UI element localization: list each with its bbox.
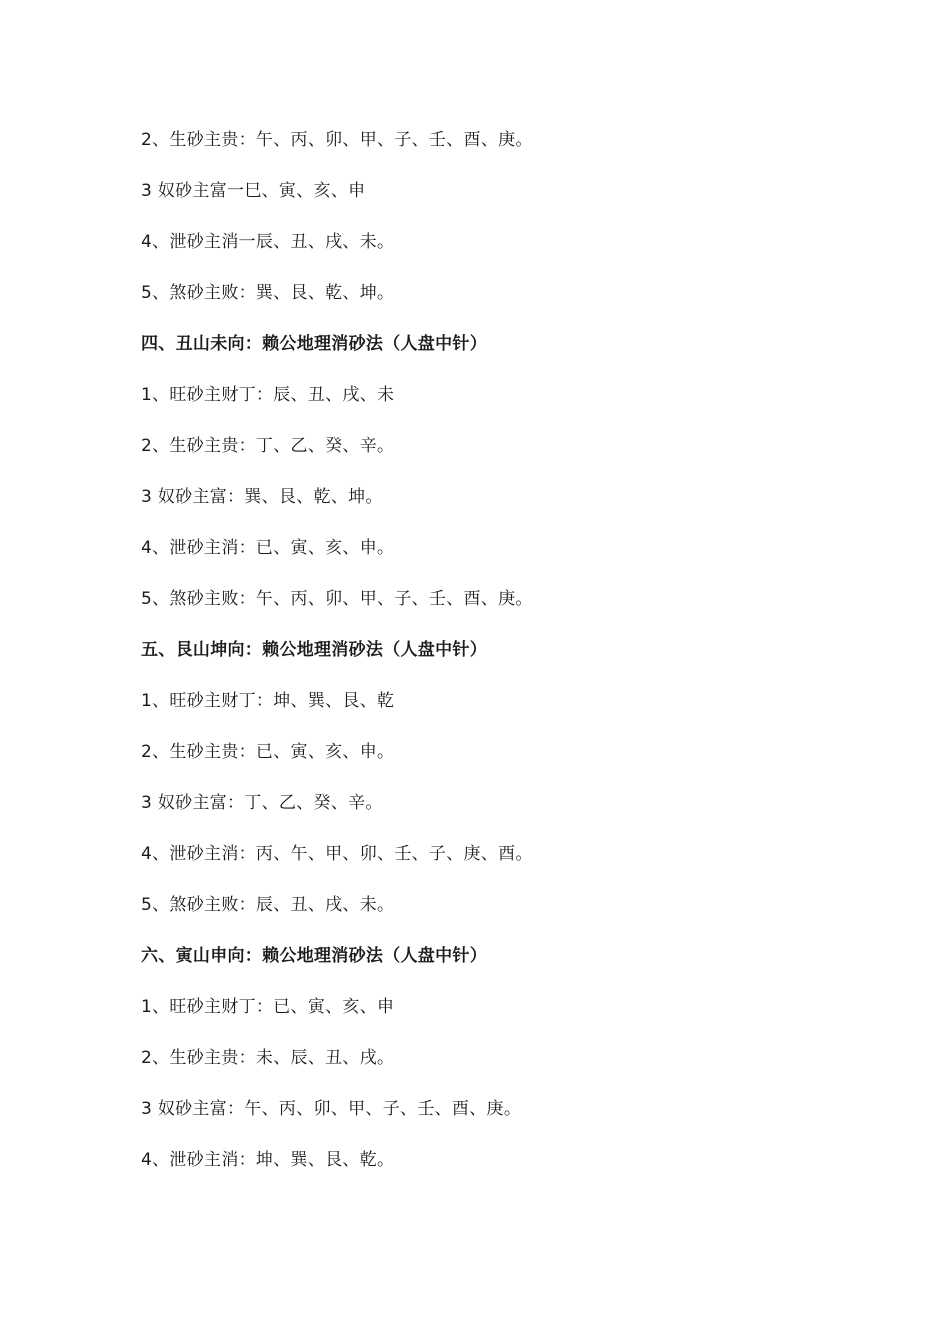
text-line: 3 奴砂主富一巳、寅、亥、申 (141, 181, 366, 201)
text-line: 2、生砂主贵：已、寅、亥、申。 (141, 742, 395, 762)
text-line: 3 奴砂主富：丁、乙、癸、辛。 (141, 793, 383, 813)
text-line: 3 奴砂主富：巽、艮、乾、坤。 (141, 487, 383, 507)
section-heading: 四、丑山未向：赖公地理消砂法（人盘中针） (141, 334, 487, 354)
text-line: 5、煞砂主败：辰、丑、戌、未。 (141, 895, 395, 915)
text-line: 3 奴砂主富：午、丙、卯、甲、子、壬、酉、庚。 (141, 1099, 522, 1119)
text-line: 4、泄砂主消：坤、巽、艮、乾。 (141, 1150, 395, 1170)
text-line: 4、泄砂主消：丙、午、甲、卯、壬、子、庚、酉。 (141, 844, 533, 864)
text-line: 2、生砂主贵：丁、乙、癸、辛。 (141, 436, 395, 456)
text-line: 1、旺砂主财丁：已、寅、亥、申 (141, 997, 395, 1017)
text-line: 2、生砂主贵：午、丙、卯、甲、子、壬、酉、庚。 (141, 130, 533, 150)
text-line: 2、生砂主贵：未、辰、丑、戌。 (141, 1048, 395, 1068)
text-line: 1、旺砂主财丁：坤、巽、艮、乾 (141, 691, 395, 711)
text-line: 5、煞砂主败：午、丙、卯、甲、子、壬、酉、庚。 (141, 589, 533, 609)
text-line: 1、旺砂主财丁：辰、丑、戌、未 (141, 385, 395, 405)
section-heading: 五、艮山坤向：赖公地理消砂法（人盘中针） (141, 640, 487, 660)
text-line: 4、泄砂主消：已、寅、亥、申。 (141, 538, 395, 558)
document-page (141, 124, 861, 1195)
section-heading: 六、寅山申向：赖公地理消砂法（人盘中针） (141, 946, 487, 966)
text-line: 4、泄砂主消一辰、丑、戌、未。 (141, 232, 395, 252)
text-line: 5、煞砂主败：巽、艮、乾、坤。 (141, 283, 395, 303)
